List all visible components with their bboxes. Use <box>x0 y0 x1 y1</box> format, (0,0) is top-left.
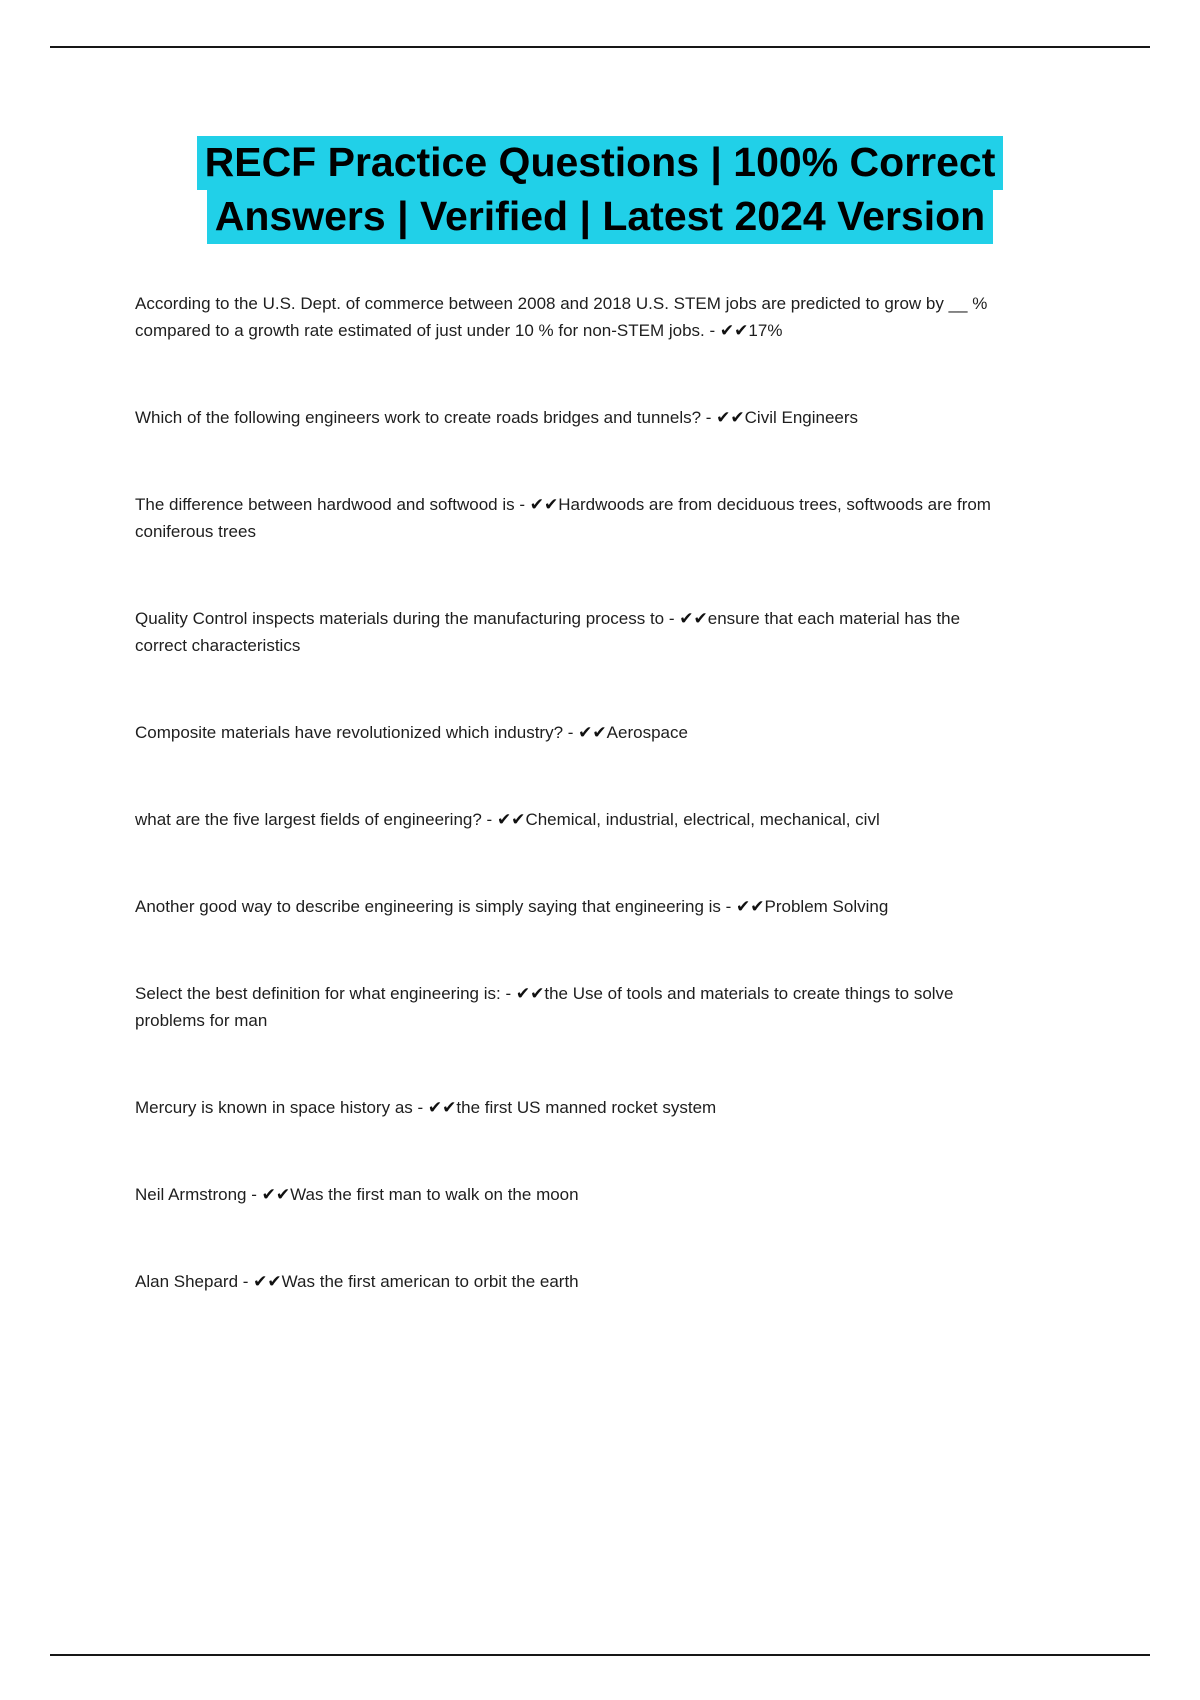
checkmarks-icon: ✔✔ <box>261 1185 291 1204</box>
checkmarks-icon: ✔✔ <box>716 408 745 427</box>
bottom-rule <box>50 1654 1150 1656</box>
question-text: Which of the following engineers work to create roads bridges and tunnels? <box>135 408 702 427</box>
qa-item <box>135 290 1000 344</box>
question-text: The difference between hardwood and softwood is <box>135 495 515 514</box>
qa-item <box>135 1094 1000 1121</box>
question-text: Quality Control inspects materials during the manufacturing process to <box>135 609 665 628</box>
qa-item <box>135 806 1000 833</box>
checkmarks-icon: ✔✔ <box>578 723 607 742</box>
checkmarks-icon: ✔✔ <box>496 810 526 829</box>
checkmarks-icon: ✔✔ <box>679 609 708 628</box>
qa-item <box>135 605 1000 659</box>
answer-separator: - <box>704 321 720 340</box>
answer-separator: - <box>664 609 680 628</box>
document-title-line: RECF Practice Questions | 100% Correct <box>197 136 1004 190</box>
qa-item <box>135 980 1000 1034</box>
answer-separator: - <box>238 1272 254 1291</box>
qa-item <box>135 1181 1000 1208</box>
answer-text: Aerospace <box>606 723 688 742</box>
qa-item <box>135 719 1000 746</box>
top-rule <box>50 46 1150 48</box>
answer-text: Civil Engineers <box>744 408 859 427</box>
answer-separator: - <box>720 897 737 916</box>
answer-text: the Use of tools and materials to create things to solve problems for man <box>135 984 954 1030</box>
question-text: what are the five largest fields of engineering? <box>135 810 482 829</box>
question-text: Neil Armstrong <box>135 1185 247 1204</box>
question-text: Mercury is known in space history as <box>135 1098 413 1117</box>
answer-text: Was the first man to walk on the moon <box>290 1185 579 1204</box>
question-text: Another good way to describe engineering is simply saying that engineering is <box>135 897 721 916</box>
answer-text: the first US manned rocket system <box>456 1098 717 1117</box>
qa-list <box>0 290 1200 1295</box>
qa-item <box>135 491 1000 545</box>
answer-text: Problem Solving <box>764 897 889 916</box>
answer-separator: - <box>500 984 516 1003</box>
document-title <box>0 0 1200 290</box>
answer-text: ensure that each material has the correct characteristics <box>135 609 961 655</box>
question-text: Composite materials have revolutionized which industry? <box>135 723 564 742</box>
qa-item <box>135 404 1000 431</box>
checkmarks-icon: ✔✔ <box>719 321 749 340</box>
answer-separator: - <box>514 495 530 514</box>
question-text: According to the U.S. Dept. of commerce between 2008 and 2018 U.S. STEM jobs are predicted to grow by __ % compared to a growth rate estimated of just under 10 % for non-STEM jobs. <box>135 294 988 340</box>
question-text: Select the best definition for what engineering is: <box>135 984 501 1003</box>
checkmarks-icon: ✔✔ <box>427 1098 457 1117</box>
answer-separator: - <box>701 408 717 427</box>
qa-item <box>135 1268 1000 1295</box>
document-title-line: Answers | Verified | Latest 2024 Version <box>207 190 993 244</box>
answer-text: Was the first american to orbit the earth <box>281 1272 579 1291</box>
answer-separator: - <box>481 810 497 829</box>
answer-text: Chemical, industrial, electrical, mechanical, civl <box>525 810 880 829</box>
answer-separator: - <box>246 1185 262 1204</box>
answer-text: 17% <box>748 321 783 340</box>
checkmarks-icon: ✔✔ <box>736 897 765 916</box>
answer-text: Hardwoods are from deciduous trees, softwoods are from coniferous trees <box>135 495 991 541</box>
checkmarks-icon: ✔✔ <box>529 495 559 514</box>
checkmarks-icon: ✔✔ <box>515 984 545 1003</box>
question-text: Alan Shepard <box>135 1272 239 1291</box>
checkmarks-icon: ✔✔ <box>253 1272 282 1291</box>
qa-item <box>135 893 1000 920</box>
answer-separator: - <box>412 1098 428 1117</box>
answer-separator: - <box>563 723 579 742</box>
